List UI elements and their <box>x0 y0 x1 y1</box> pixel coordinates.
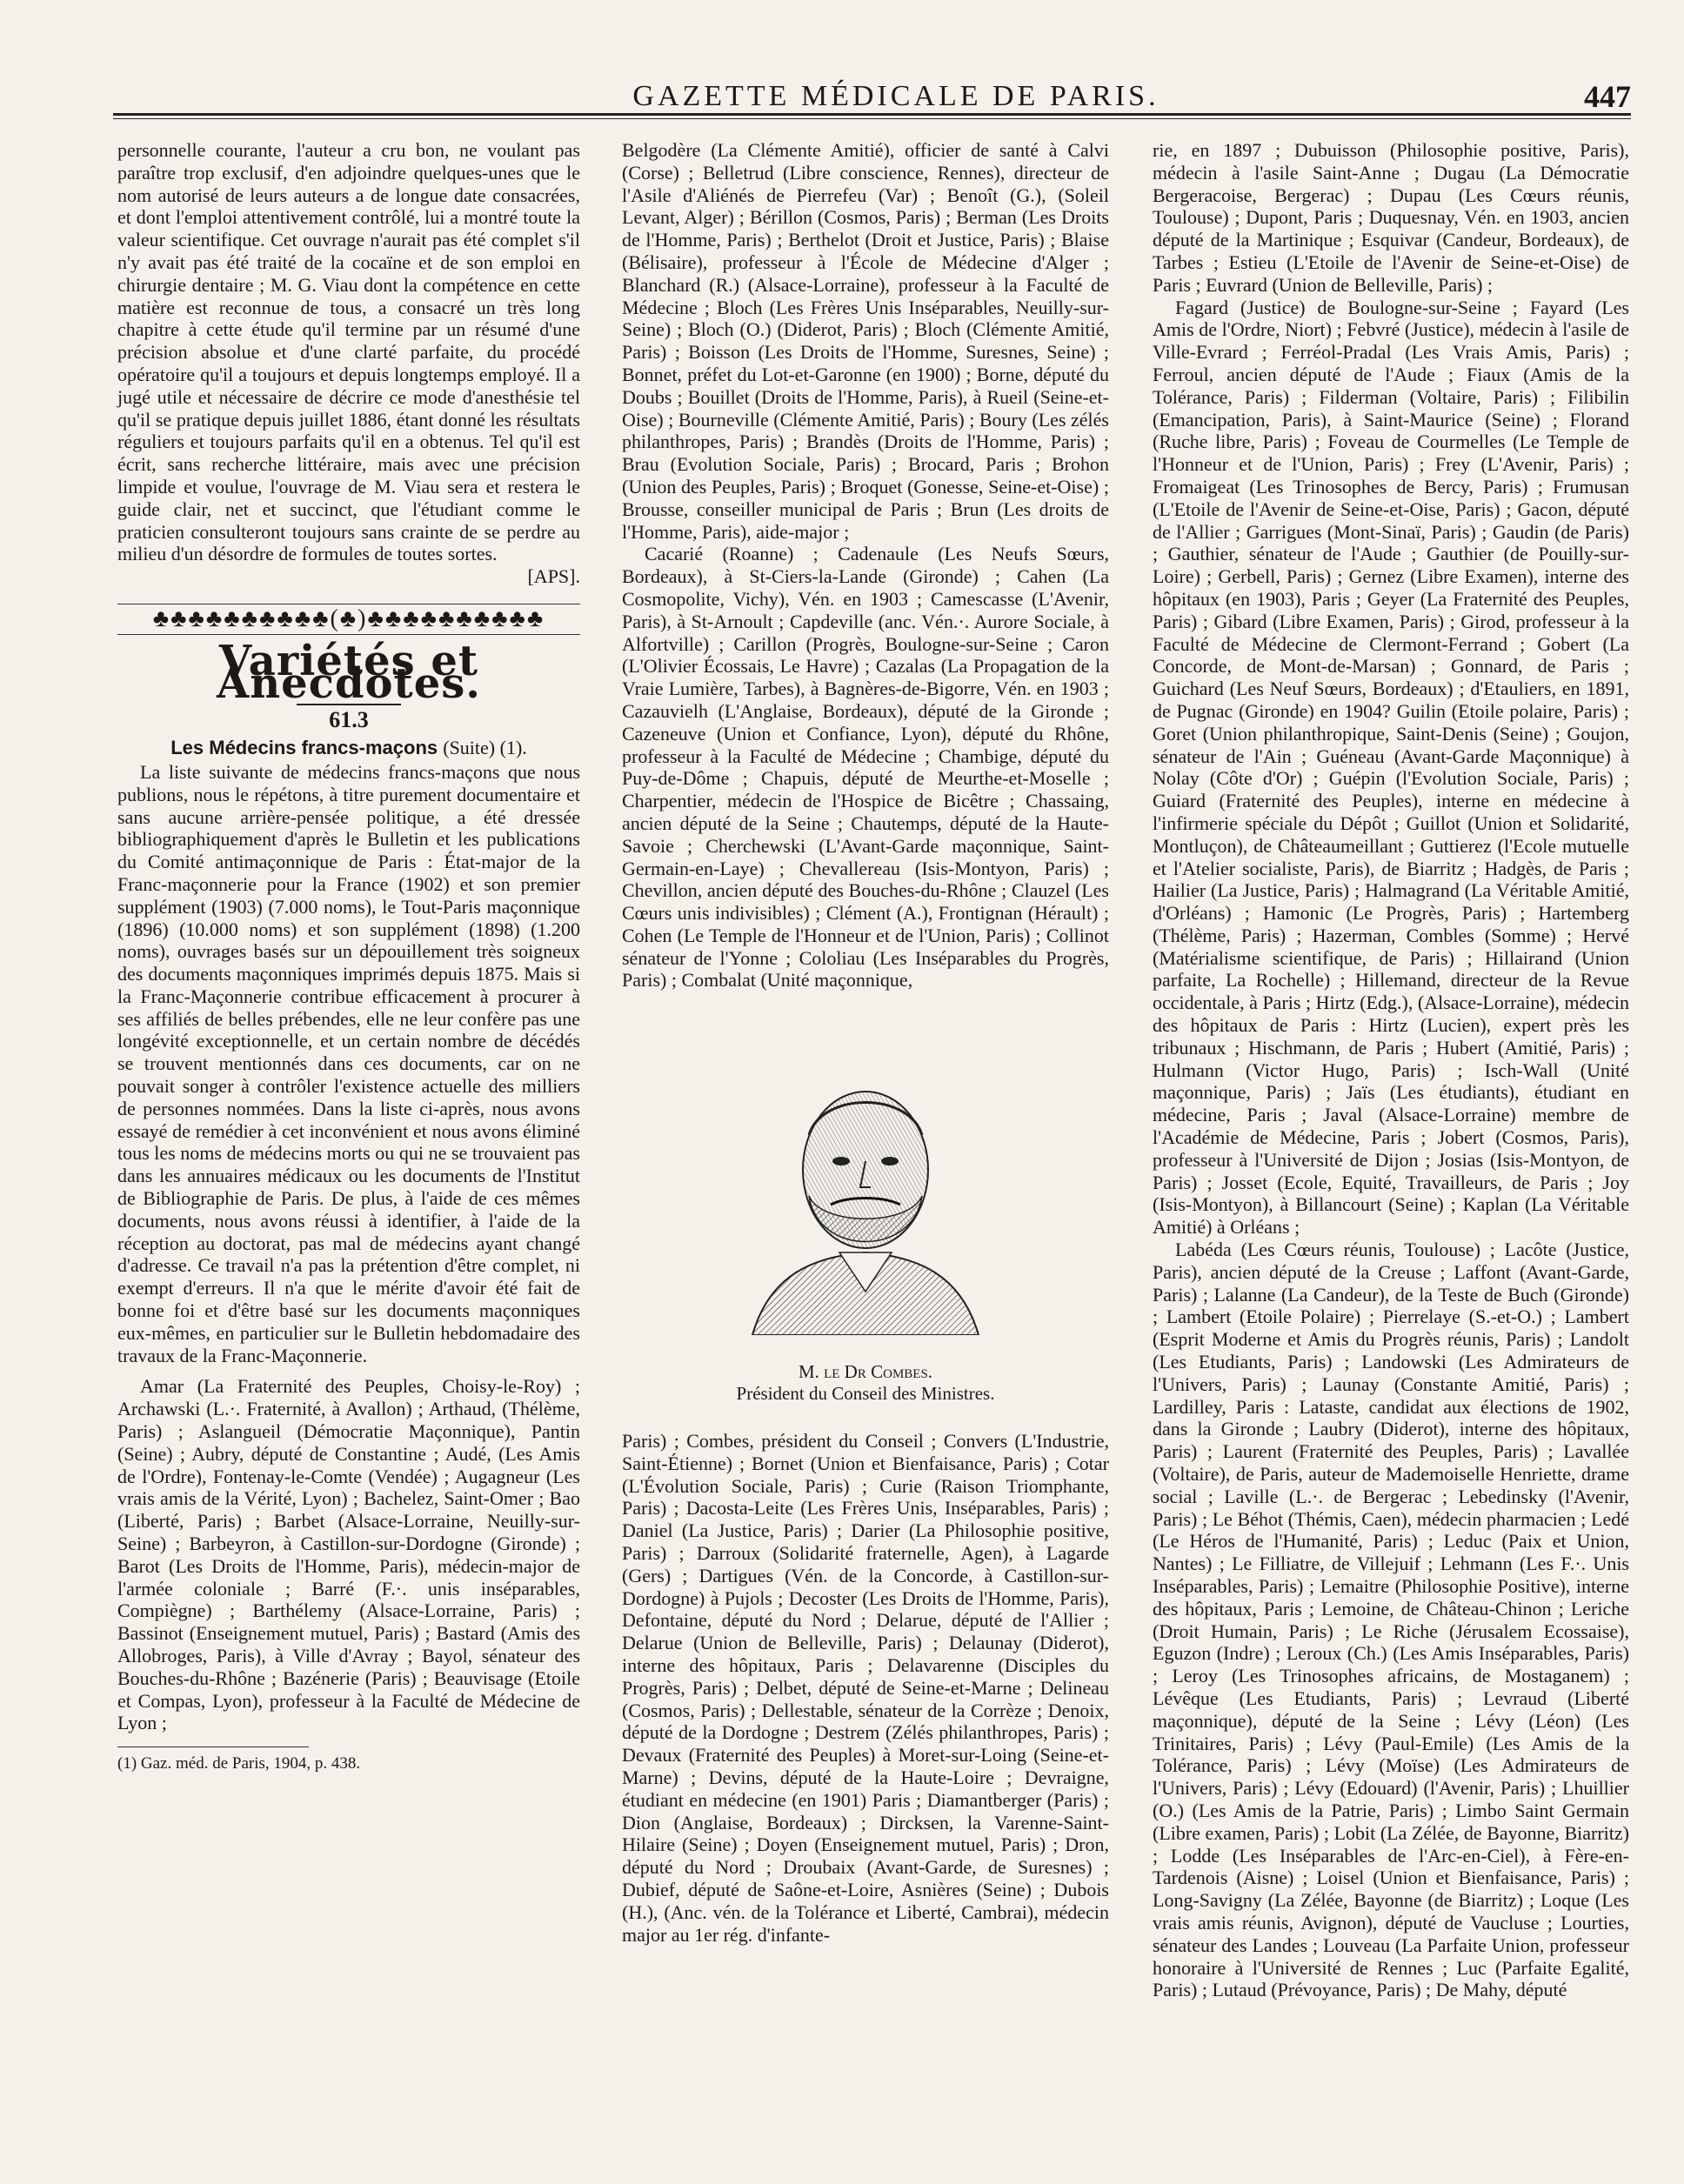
caption-role: Président du Conseil des Ministres. <box>736 1383 995 1404</box>
member-list-g: Labéda (Les Cœurs réunis, Toulouse) ; Lacôte (Justice, Paris), ancien député de la Creuse ; Laffont (Avant-Garde, Paris) ; Lalanne (La Candeur), de la Teste de Buch (Gironde) ; Lambert (Etoile Polaire) ; Pierrelaye (S.-et-O.) ; Lambert (Esprit Moderne et Amis du Progrès réunis, Paris) ; Landolt (Les Etudiants, Paris) ; Landowski (Les Admirateurs de l'Univers, Paris) ; Launay (Constante Amitié, Paris) ; Lardilley, Paris : Lataste, candidat aux élections de 1902, dans la Gironde ; Laubry (Diderot), interne des hôpitaux, Paris) ; Laurent (Fraternité des Peuples, Paris) ; Lavallée (Voltaire), de Paris, auteur de Mademoiselle Henriette, drame social ; Laville (L.·. de Bergerac ; Lebedinsky (l'Avenir, Paris) ; Le Béhot (Thémis, Caen), médecin pharmacien ; Ledé (Le Héros de l'Humanité, Paris) ; Leduc (Paix et Union, Nantes) ; Le Filliatre, de Villejuif ; Lehmann (Les F.·. Unis Inséparables, Paris) ; Lemaitre (Philosophie Positive), interne des hôpitaux, Paris ; Lemoine, de Château-Chinon ; Leriche (Droit Humain, Paris) ; Le Riche (Jérusalem Ecossaise), Eguzon (Indre) ; Leroux (Ch.) (Les Amis Inséparables, Paris) ; Leroy (Les Trinosophes africains, de Mostaganem) ; Lévêque (Les Etudiants, Paris) ; Levraud (Liberté maçonnique), député de la Seine ; Lévy (Léon) (Les Trinitaires, Paris) ; Lévy (Paul-Emile) (Les Amis de la Tolérance, Paris) ; Lévy (Moïse) (Les Admirateurs de l'Univers, Paris) ; Lévy (Edouard) (l'Avenir, Paris) ; Lhuillier (O.) (Les Amis de la Patrie, Paris) ; Limbo Saint Germain (Libre examen, Paris) ; Lobit (La Zélée, de Bayonne, Biarritz) ; Lodde (Les Inséparables de l'Arc-en-Ciel), à Fère-en-Tardenois (Aisne) ; Loisel (Union et Bienfaisance, Paris) ; Long-Savigny (La Zélée, Bayonne (de Biarritz) ; Loque (Les vrais amis réunis, Avignon), député de Vaucluse ; Lourties, sénateur des Landes ; Louveau (La Parfaite Union, professeur honoraire à l'Université de Rennes ; Luc (Parfaite Egalité, Paris) ; Lutaud (Prévoyance, Paris) ; De Mahy, député <box>1153 1239 1629 2001</box>
header-rule <box>113 113 1631 119</box>
article-title-text: Les Médecins francs-maçons <box>170 737 438 759</box>
portrait-engraving <box>735 1074 996 1335</box>
review-signature: [APS]. <box>527 565 580 588</box>
journal-title: GAZETTE MÉDICALE DE PARIS. <box>632 80 1159 112</box>
column-2-continued <box>622 1411 1109 1965</box>
caption-name: M. le Dr Combes. <box>798 1361 933 1382</box>
member-list-b: Belgodère (La Clémente Amitié), officier de santé à Calvi (Corse) ; Belletrud (Libre conscience, Rennes), directeur de l'Asile d'Aliénés de Pierrefeu (Var) ; Benoît (G.), (Soleil Levant, Alger) ; Bérillon (Cosmos, Paris) ; Berman (Les Droits de l'Homme, Paris) ; Berthelot (Droit et Justice, Paris) ; Blaise (Bélisaire), professeur à l'École de Médecine d'Alger ; Blanchard (R.) (Alsace-Lorraine), professeur à la Faculté de Médecine ; Bloch (Les Frères Unis Inséparables, Neuilly-sur-Seine) ; Bloch (O.) (Diderot, Paris) ; Bloch (Clémente Amitié, Paris) ; Boisson (Les Droits de l'Homme, Suresnes, Seine) ; Bonnet, préfet du Lot-et-Garonne (en 1900) ; Borne, député du Doubs ; Bouillet (Droits de l'Homme, Paris), à Rueil (Seine-et-Oise) ; Bourneville (Clémente Amitié, Paris) ; Boury (Les zélés philanthropes, Paris) ; Brandès (Droits de l'Homme, Paris) ; Brau (Evolution Sociale, Paris) ; Brocard, Paris ; Brohon (Union des Peuples, Paris) ; Broquet (Gonesse, Seine-et-Oise) ; Brousse, conseiller municipal de Paris ; Brun (Les droits de l'Homme, Paris), aide-major ; <box>622 139 1109 543</box>
book-review-text: personnelle courante, l'auteur a cru bon, ne voulant pas paraître trop exclusif, d'en adjoindre quelques-unes que le nom autorisé de leurs auteurs a de longue date consacrées, et dont l'emploi attentivement contrôlé, lui a montré toute la valeur scientifique. Cet ouvrage n'aurait pas été complet s'il n'y avait pas été traité de la cocaïne et de son emploi en chirurgie dentaire ; M. G. Viau dont la compétence en cette matière est reconnue de tous, a consacré un très long chapitre à cette étude qu'il termine par un résumé d'une précision absolue et d'une clarté parfaite, du procédé opératoire qu'il a toujours et depuis longtemps employé. Il a jugé utile et nécessaire de décrire ce mode d'anesthésie tel qu'il se pratique depuis juillet 1886, étant donné les résultats réguliers et toujours parfaits qu'il en a obtenus. Tel qu'il est écrit, sans recherche littéraire, mais avec une précision limpide et voulue, l'ouvrage de M. Viau sera et restera le guide clair, net et succinct, que l'étudiant comme le praticien consulteront toujours sans crainte de se perdre au milieu d'un désordre de formules de toutes sortes. <box>117 139 580 565</box>
footnote: (1) Gaz. méd. de Paris, 1904, p. 438. <box>117 1754 361 1773</box>
section-number: 61.3 <box>297 704 401 731</box>
member-list-c: Cacarié (Roanne) ; Cadenaule (Les Neufs Sœurs, Bordeaux), à St-Ciers-la-Lande (Gironde) ; Cahen (La Cosmopolite, Vichy), Vén. en 1903 ; Camescasse (L'Avenir, Paris), à St-Arnoult ; Capdeville (anc. Vén.·. Aurore Sociale, à Alfortville) ; Carillon (Progrès, Boulogne-sur-Seine ; Caron (L'Olivier Écossais, Le Havre) ; Cazalas (La Propagation de la Vraie Lumière, Tarbes), à Bagnères-de-Bigorre, Vén. en 1903 ; Cazauvielh (L'Anglaise, Bordeaux), député de la Gironde ; Cazeneuve (Union et Confiance, Lyon), député du Rhône, professeur à la Faculté de Médecine ; Chambige, député du Puy-de-Dôme ; Chapuis, député de Meurthe-et-Moselle ; Charpentier, médecin de l'Hospice de Bicêtre ; Chassaing, ancien député de la Seine ; Chautemps, député de la Haute-Savoie ; Cherchewski (L'Avant-Garde maçonnique, Saint-Germain-en-Laye) ; Chevallereau (Isis-Montyon, Paris) ; Chevillon, ancien député des Bouches-du-Rhône ; Clauzel (Les Cœurs unis indivisibles) ; Clément (A.), Frontignan (Hérault) ; Cohen (Le Temple de l'Honneur et de l'Union, Paris) ; Collinot sénateur de l'Yonne ; Cololiau (Les Inséparables du Progrès, Paris) ; Combalat (Unité maçonnique, <box>622 543 1109 992</box>
member-list-f: Fagard (Justice) de Boulogne-sur-Seine ; Fayard (Les Amis de l'Ordre, Niort) ; Febvré (Justice), médecin à l'asile de Ville-Evrard ; Ferréol-Pradal (Les Vrais Amis, Paris) ; Ferroul, ancien député de l'Aude ; Fiaux (Amis de la Tolérance, Paris) ; Filderman (Voltaire, Paris) ; Filibilin (Emancipation, Paris), à Saint-Maurice (Seine) ; Florand (Ruche libre, Paris) ; Foveau de Courmelles (Le Temple de l'Honneur et de l'Union, Paris) ; Frey (L'Avenir, Paris) ; Fromaigeat (Les Trinosophes de Bercy, Paris) ; Frumusan (L'Etoile de l'Avenir de Seine-et-Oise, Paris) ; Gacon, député de l'Allier ; Garrigues (Mont-Sinaï, Paris) ; Gaudin (de Paris) ; Gauthier, sénateur de l'Aude ; Gauthier (de Pouilly-sur-Loire) ; Gerbell, Paris) ; Gernez (Libre Examen), interne des hôpitaux (en 1903), Paris ; Geyer (La Fraternité des Peuples, Paris) ; Gibard (Libre Examen, Paris) ; Girod, professeur à la Faculté de Médecine de Clermont-Ferrand ; Gobert (La Concorde, de Mont-de-Marsan) ; Gonnard, de Paris ; Guichard (Les Neuf Sœurs, Bordeaux) ; d'Etauliers, en 1891, de Pugnac (Gironde) en 1904? Guilin (Etoile polaire, Paris) ; Goret (Union philanthropique, Saint-Denis (Seine) ; Goujon, sénateur de l'Ain ; Guéneau (Avant-Garde Maçonnique) à Nolay (Côte d'Or) ; Guépin (l'Evolution Sociale, Paris) ; Guiard (Fraternité des Peuples), interne en médecine à l'infirmerie spéciale du Dépôt ; Guillot (Union et Solidarité, Montluçon), de Châteaumeillant ; Guttierez (l'Ecole mutuelle et l'Atelier socialiste, Paris), de Biarritz ; Hadgès, de Paris ; Hailier (La Justice, Paris) ; Halmagrand (La Véritable Amitié, d'Orléans) ; Hamonic (Le Progrès, Paris) ; Hartemberg (Thélème, Paris) ; Hazerman, Combles (Somme) ; Hervé (Matérialisme scientifique, de Paris) ; Hillairand (Union parfaite, La Rochelle) ; Hillemand, directeur de la Revue occidentale, à Paris ; Hirtz (Edg.), (Alsace-Lorraine), médecin des hôpitaux de Paris : Hirtz (Lucien), expert près les tribunaux ; Hischmann, de Paris ; Hubert (Amitié, Paris) ; Hulmann (Victor Hugo, Paris) ; Isch-Wall (Unité maçonnique, Paris) ; Jaïs (Les étudiants), étudiant en médecine, Paris ; Javal (Alsace-Lorraine) membre de l'Académie de Médecine, Paris ; Jobert (Cosmos, Paris), professeur à l'Université de Dijon ; Josias (Isis-Montyon, de Paris) ; Josset (Ecole, Equité, Travailleurs, de Paris ; Joy (Isis-Montyon), à Billancourt (Seine) ; Kaplan (La Véritable Amitié) à Orléans ; <box>1153 296 1629 1239</box>
column-3 <box>1153 139 1629 2001</box>
member-list-e: rie, en 1897 ; Dubuisson (Philosophie positive, Paris), médecin à l'asile Saint-Anne ; Dugau (La Démocratie Bergeracoise, Bergerac) ; Dupau (Les Cœurs réunis, Toulouse) ; Dupont, Paris ; Duquesnay, Vén. en 1903, ancien député de la Martinique ; Esquivar (Candeur, Bordeaux), de Tarbes ; Estieu (L'Etoile de l'Avenir de Seine-et-Oise) de Paris ; Euvrard (Union de Belleville, Paris) ; <box>1153 139 1629 296</box>
page-number: 447 <box>1584 79 1631 114</box>
article-title <box>117 737 580 759</box>
member-list-d: Paris) ; Combes, président du Conseil ; Convers (L'Industrie, Saint-Étienne) ; Bornet (Union et Bienfaisance, Paris) ; Cotar (L'Évolution Sociale, Paris) ; Curie (Raison Triomphante, Paris) ; Dacosta-Leite (Les Frères Unis, Inséparables, Paris) ; Daniel (La Justice, Paris) ; Darier (La Philosophie positive, Paris) ; Darroux (Solidarité fraternelle, Agen), à Lagarde (Gers) ; Dartigues (Vén. de la Concorde, à Castillon-sur-Dordogne) à Pujols ; Decoster (Les Droits de l'Homme, Paris), Defontaine, député du Nord ; Delarue, député de l'Allier ; Delarue (Union de Belleville, Paris) ; Delaunay (Diderot), interne des hôpitaux, Paris ; Delavarenne (Disciples du Progrès, Paris) ; Delbet, député de Seine-et-Marne ; Delineau (Cosmos, Paris) ; Dellestable, sénateur de la Corrèze ; Denoix, député de la Dordogne ; Destrem (Zélés philanthropes, Paris) ; Devaux (Fraternité des Peuples) à Moret-sur-Loing (Seine-et-Marne) ; Devins, député de la Haute-Loire ; Devraigne, étudiant en médecine (en 1901) Paris ; Diamantberger (Paris) ; Dion (Anglaise, Bordeaux) ; Dircksen, la Varenne-Saint-Hilaire (Seine) ; Doyen (Enseignement mutuel, Paris) ; Dron, député du Nord ; Droubaix (Avant-Garde, de Suresnes) ; Dubief, député de Saône-et-Loire, Asnières (Seine) ; Dubois (H.), (Anc. vén. de la Tolérance et Liberté, Cambrai), médecin major au 1er rég. d'infante- <box>622 1430 1109 1946</box>
article-title-suffix: (Suite) (1). <box>443 737 527 759</box>
column-1 <box>117 139 580 1775</box>
page-header <box>113 80 1631 115</box>
article-intro: La liste suivante de médecins francs-maçons que nous publions, nous le répétons, à titre purement documentaire et sans aucune arrière-pensée politique, a été dressée bibliographiquement d'après le Bulletin et les publications du Comité antimaçonnique de Paris : État-major de la Franc-maçonnerie pour la France (1902) et son premier supplément (1903) (7.000 noms), le Tout-Paris maçonnique (1896) (10.000 noms) et son supplément (1898) (1.200 noms), ouvrages basés sur un dépouillement très soigneux des documents maçonniques imprimés depuis 1875. Mais si la Franc-Maçonnerie contribue efficacement à procurer à ses affiliés de belles prébendes, elle ne leur confère pas une longévité exceptionnelle, et un certain nombre de décédés se trouvent mentionnés dans ces documents, car on ne pouvait songer à contrôler l'existence actuelle des milliers de personnes nommées. Dans la liste ci-après, nous avons essayé de remédier à cet inconvénient et nous avons éliminé tous les noms de médecins morts ou qui ne se trouvaient pas dans les annuaires médicaux ou les documents de l'Institut de Bibliographie de Paris. De plus, à l'aide de ces mêmes documents, nous avons réussi à identifier, à l'aide de la réception au doctorat, pas mal de médecins ayant changé d'adresse. Ce travail n'a pas la prétention d'être complet, ni exempt d'erreurs. Il n'a que le mérite d'avoir été fait de bonne foi et d'être basé sur les documents maçonniques eux-mêmes, en particulier sur le Bulletin hebdomadaire des travaux de la Franc-Maçonnerie. <box>117 760 580 1366</box>
member-list-a: Amar (La Fraternité des Peuples, Choisy-le-Roy) ; Archawski (L.·. Fraternité, à Avallon) ; Arthaud, (Thélème, Paris) ; Aslangueil (Démocratie Maçonnique), Pantin (Seine) ; Aubry, député de Constantine ; Audé, (Les Amis de l'Ordre), Fontenay-le-Comte (Vendée) ; Augagneur (Les vrais amis de la Vérité, Lyon) ; Bachelez, Saint-Omer ; Bao (Liberté, Paris) ; Barbet (Alsace-Lorraine, Neuilly-sur-Seine) ; Barbeyron, à Castillon-sur-Dordogne (Gironde) ; Barot (Les Droits de l'Homme, Paris), médecin-major de l'armée coloniale ; Barré (F.·. unis inséparables, Compiègne) ; Barthélemy (Alsace-Lorraine, Paris) ; Bassinot (Enseignement mutuel, Paris) ; Bastard (Amis des Allobroges, Paris), à Ville d'Avray ; Bayol, sénateur des Bouches-du-Rhône ; Bazénerie (Paris) ; Beauvisage (Etoile et Compas, Lyon), professeur à la Faculté de Médecine de Lyon ; <box>117 1375 580 1734</box>
portrait-caption <box>661 1361 1070 1405</box>
column-2 <box>622 139 1109 992</box>
ornamental-divider: ♣♣♣♣♣♣♣♣♣♣(♣)♣♣♣♣♣♣♣♣♣♣ <box>117 604 580 635</box>
section-title: Variétés et Anecdotes. <box>217 636 481 708</box>
